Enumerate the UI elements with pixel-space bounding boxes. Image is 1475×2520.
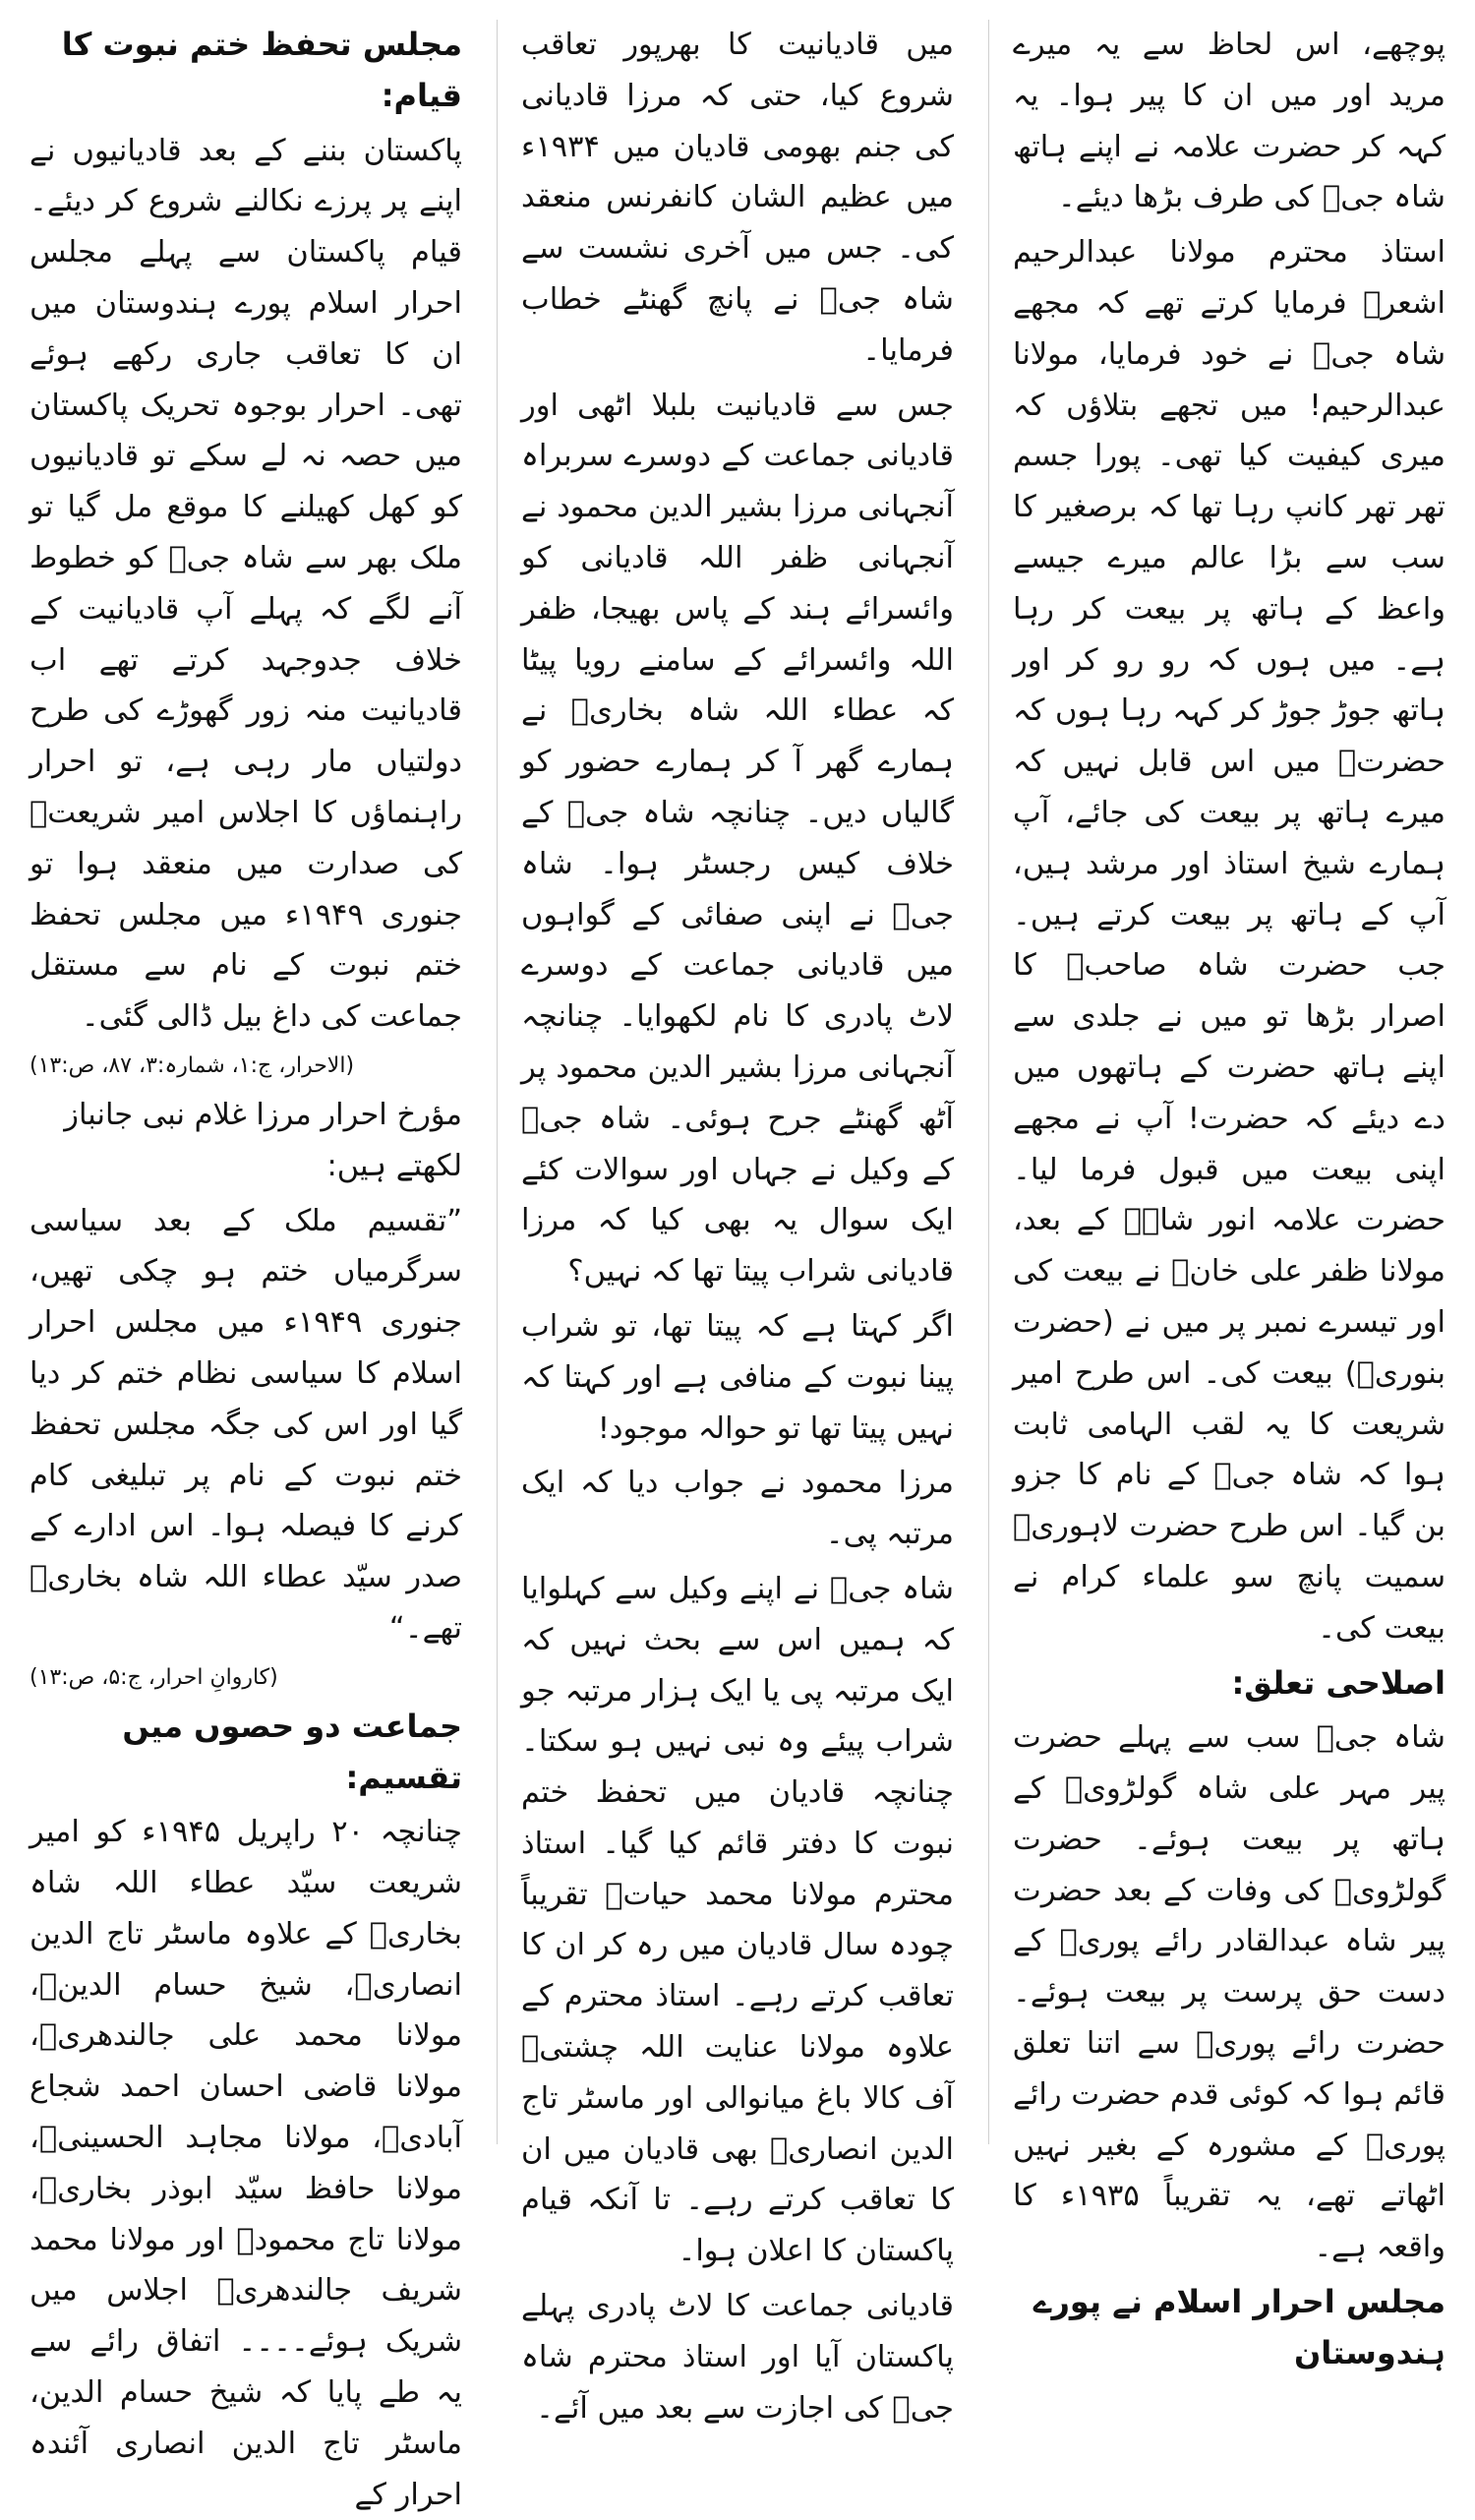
paragraph: مرزا محمود نے جواب دیا کہ ایک مرتبہ پی۔ [521, 1466, 954, 1552]
column-right [1013, 20, 1446, 2371]
paragraph: شاہ جیؒ سب سے پہلے حضرت پیر مہر علی شاہ گولڑویؒ کے ہاتھ پر بیعت ہوئے۔ حضرت گولڑویؒ کی وفات کے بعد حضرت پیر شاہ عبدالقادر رائے پوریؒ کے دست حق پرست پر بیعت ہوئے۔ حضرت رائے پوریؒ سے اتنا تعلق قائم ہوا کہ کوئی قدم حضرت رائے پوریؒ کے مشورہ کے بغیر نہیں اٹھاتے تھے، یہ تقریباً ۱۹۳۵ء کا واقعہ ہے۔ [1013, 1720, 1446, 2265]
paragraph: اگر کہتا ہے کہ پیتا تھا، تو شراب پینا نبوت کے منافی ہے اور کہتا کہ نہیں پیتا تھا تو حوالہ موجود! [521, 1308, 954, 1446]
paragraph: پوچھے، اس لحاظ سے یہ میرے مرید اور میں ان کا پیر ہوا۔ یہ کہہ کر حضرت علامہ نے اپنے ہاتھ شاہ جیؒ کی طرف بڑھا دیئے۔ [1013, 28, 1446, 215]
paragraph: پاکستان بننے کے بعد قادیانیوں نے اپنے پر پرزے نکالنے شروع کر دیئے۔ قیام پاکستان سے پہلے مجلس احرار اسلام پورے ہندوستان میں ان کا تعاقب جاری رکھے ہوئے تھی۔ احرار بوجوہ تحریک پاکستان میں حصہ نہ لے سکے تو قادیانیوں کو کھل کھیلنے کا موقع مل گیا تو ملک بھر سے شاہ جیؒ کو خطوط آنے لگے کہ پہلے آپ قادیانیت کے خلاف جدوجہد کرتے تھے اب قادیانیت منہ زور گھوڑے کی طرح دولتیاں مار رہی ہے، تو احرار راہنماؤں کا اجلاس امیر شریعتؒ کی صدارت میں منعقد ہوا تو جنوری ۱۹۴۹ء میں مجلس تحفظ ختم نبوت کے نام سے مستقل جماعت کی داغ بیل ڈالی گئی۔ [30, 133, 462, 1035]
section-heading: جماعت دو حصوں میں تقسیم: [122, 1707, 462, 1796]
column-divider [497, 20, 498, 2144]
paragraph: جس سے قادیانیت بلبلا اٹھی اور قادیانی جماعت کے دوسرے سربراہ آنجہانی مرزا بشیر الدین محمود نے آنجہانی ظفر اللہ قادیانی کو وائسرائے ہند کے پاس بھیجا، ظفر اللہ وائسرائے کے سامنے رویا پیٹا کہ عطاء اللہ شاہ بخاریؒ نے ہمارے گھر آ کر ہمارے حضور کو گالیاں دیں۔ چنانچہ شاہ جیؒ کے خلاف کیس رجسٹر ہوا۔ شاہ جیؒ نے اپنی صفائی کے گواہوں میں قادیانی جماعت کے دوسرے لاٹ پادری کا نام لکھوایا۔ چنانچہ آنجہانی مرزا بشیر الدین محمود پر آٹھ گھنٹے جرح ہوئی۔ شاہ جیؒ کے وکیل نے جہاں اور سوالات کئے ایک سوال یہ بھی کیا کہ مرزا قادیانی شراب پیتا تھا کہ نہیں؟ [521, 388, 954, 1290]
citation: (کاروانِ احرار، ج:۵، ص:۱۳) [30, 1664, 278, 1690]
paragraph: چنانچہ ۲۰ راپریل ۱۹۴۵ء کو امیر شریعت سیّد عطاء اللہ شاہ بخاریؒ کے علاوہ ماسٹر تاج الدین انصاریؒ، شیخ حسام الدینؒ، مولانا محمد علی جالندھریؒ، مولانا قاضی احسان احمد شجاع آبادیؒ، مولانا مجاہد الحسینیؒ، مولانا حافظ سیّد ابوذر بخاریؒ، مولانا تاج محمودؒ اور مولانا محمد شریف جالندھریؒ اجلاس میں شریک ہوئے۔۔۔۔ اتفاق رائے سے یہ طے پایا کہ شیخ حسام الدین، ماسٹر تاج الدین انصاری آئندہ احرار کے [30, 1815, 463, 2512]
quote: ”تقسیم ملک کے بعد سیاسی سرگرمیاں ختم ہو چکی تھیں، جنوری ۱۹۴۹ء میں مجلس احرار اسلام کا سیاسی نظام ختم کر دیا گیا اور اس کی جگہ مجلس تحفظ ختم نبوت کے نام پر تبلیغی کام کرنے کا فیصلہ ہوا۔ اس ادارے کے صدر سیّد عطاء اللہ شاہ بخاریؒ تھے۔“ [30, 1203, 462, 1646]
paragraph: مؤرخ احرار مرزا غلام نبی جانباز لکھتے ہیں: [64, 1097, 462, 1183]
column-middle [521, 20, 954, 2426]
citation: (الاحرار، ج:۱، شمارہ:۳، ۸۷، ص:۱۳) [30, 1052, 355, 1078]
column-divider [988, 20, 989, 2144]
paragraph: استاذ محترم مولانا عبدالرحیم اشعرؒ فرمایا کرتے تھے کہ مجھے شاہ جیؒ نے خود فرمایا، مولانا عبدالرحیم! میں تجھے بتلاؤں کہ میری کیفیت کیا تھی۔ پورا جسم تھر تھر کانپ رہا تھا کہ برصغیر کا سب سے بڑا عالم میرے جیسے واعظ کے ہاتھ پر بیعت کر رہا ہے۔ میں ہوں کہ رو رو کر اور ہاتھ جوڑ جوڑ کر کہہ رہا ہوں کہ حضرتؒ میں اس قابل نہیں کہ میرے ہاتھ پر بیعت کی جائے، آپ ہمارے شیخ استاذ اور مرشد ہیں، آپ کے ہاتھ پر بیعت کرتے ہیں۔ جب حضرت شاہ صاحبؒ کا اصرار بڑھا تو میں نے جلدی سے اپنے ہاتھ حضرت کے ہاتھوں میں دے دیئے کہ حضرت! آپ نے مجھے اپنی بیعت میں قبول فرما لیا۔ حضرت علامہ انور شاہؒ کے بعد، مولانا ظفر علی خانؒ نے بیعت کی اور تیسرے نمبر پر میں نے (حضرت بنوریؒ) بیعت کی۔ اس طرح امیر شریعت کا یہ لقب الہامی ثابت ہوا کہ شاہ جیؒ کے نام کا جزو بن گیا۔ اس طرح حضرت لاہوریؒ سمیت پانچ سو علماء کرام نے بیعت کی۔ [1013, 235, 1446, 1646]
paragraph: مجلس احرار اسلام نے پورے ہندوستان [1032, 2283, 1446, 2371]
paragraph: میں قادیانیت کا بھرپور تعاقب شروع کیا، حتی کہ مرزا قادیانی کی جنم بھومی قادیان میں ۱۹۳۴ء میں عظیم الشان کانفرنس منعقد کی۔ جس میں آخری نشست سے شاہ جیؒ نے پانچ گھنٹے خطاب فرمایا۔ [521, 28, 954, 368]
section-heading: اصلاحی تعلق: [1231, 1663, 1446, 1702]
section-heading: مجلس تحفظ ختم نبوت کا قیام: [61, 26, 462, 114]
paragraph: شاہ جیؒ نے اپنے وکیل سے کہلوایا کہ ہمیں اس سے بحث نہیں کہ ایک مرتبہ پی یا ایک ہزار مرتبہ جو شراب پیئے وہ نبی نہیں ہو سکتا۔ چنانچہ قادیان میں تحفظ ختم نبوت کا دفتر قائم کیا گیا۔ استاذ محترم مولانا محمد حیاتؒ تقریباً چودہ سال قادیان میں رہ کر ان کا تعاقب کرتے رہے۔ استاذ محترم کے علاوہ مولانا عنایت اللہ چشتیؒ آف کالا باغ میانوالی اور ماسٹر تاج الدین انصاریؒ بھی قادیان میں ان کا تعاقب کرتے رہے۔ تا آنکہ قیام پاکستان کا اعلان ہوا۔ [521, 1571, 954, 2269]
column-left [30, 20, 463, 2512]
paragraph: قادیانی جماعت کا لاٹ پادری پہلے پاکستان آیا اور استاذ محترم شاہ جیؒ کی اجازت سے بعد میں آئے۔ [521, 2289, 954, 2426]
